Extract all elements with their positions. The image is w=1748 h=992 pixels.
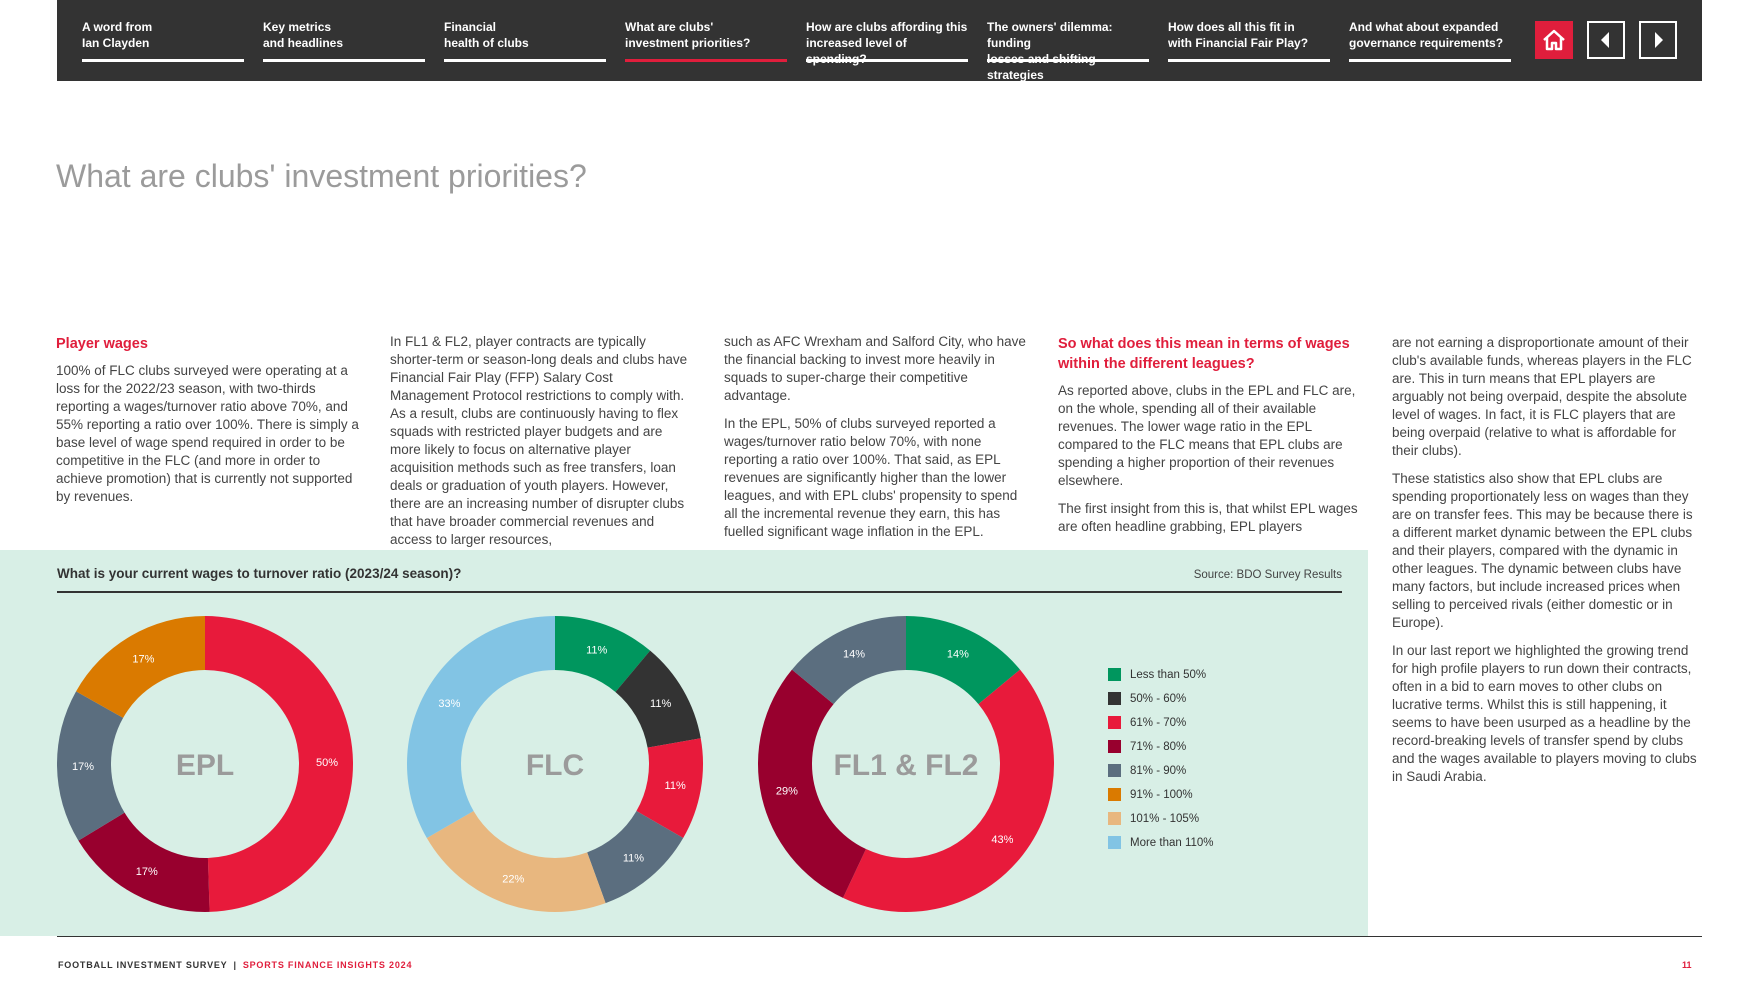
section-heading-wages-meaning: So what does this mean in terms of wages within the different leagues? [1058, 336, 1350, 372]
nav-tab-label: What are clubs' investment priorities? [625, 20, 751, 50]
next-page-button[interactable] [1639, 21, 1677, 59]
data-label: 11% [622, 852, 645, 865]
legend-label: 61% - 70% [1130, 717, 1187, 729]
chevron-right-icon [1641, 23, 1675, 57]
paragraph: These statistics also show that EPL clubs are spending proportionately less on wages than they are on transfer fees. This may be because there is a different market dynamic between the EPL clubs and their players, compared with the dynamic in other leagues. The dynamic between clubs have many factors, but include increased prices when selling to perceived rivals (either domestic or in Europe). [1392, 471, 1693, 630]
donut-title: FLC [525, 749, 585, 782]
legend-swatch [1108, 788, 1121, 801]
nav-tab-label: Financial health of clubs [444, 20, 529, 50]
data-label: 17% [71, 760, 95, 773]
nav-tab-key-metrics[interactable] [263, 19, 425, 62]
legend-label: 71% - 80% [1130, 741, 1187, 753]
data-label: 17% [135, 866, 158, 879]
nav-tab-label: How does all this fit in with Financial Fair Play? [1168, 20, 1309, 50]
nav-tab-label: And what about expanded governance requirements? [1349, 20, 1504, 50]
data-label: 14% [946, 648, 969, 661]
data-label: 29% [775, 785, 798, 798]
data-label: 14% [843, 648, 866, 661]
legend-swatch [1108, 740, 1121, 753]
text-column-5 [1392, 334, 1697, 796]
footer-divider [57, 936, 1702, 937]
legend-label: 50% - 60% [1130, 693, 1187, 705]
text-column-1 [56, 334, 361, 516]
section-heading-player-wages: Player wages [56, 336, 148, 352]
legend-label: More than 110% [1130, 837, 1214, 849]
legend-swatch [1108, 692, 1121, 705]
legend-swatch [1108, 812, 1121, 825]
chevron-left-icon [1589, 23, 1623, 57]
paragraph: As reported above, clubs in the EPL and FLC are, on the whole, spending all of their available revenues. The lower wage ratio in the EPL compared to the FLC means that EPL clubs are spending a higher proportion of their revenues elsewhere. [1058, 383, 1356, 488]
home-icon [1535, 21, 1573, 59]
paragraph: The first insight from this is, that whilst EPL wages are often headline grabbing, EPL players [1058, 501, 1358, 534]
nav-tab-owners-dilemma[interactable] [987, 19, 1149, 82]
donut-segment [427, 811, 606, 912]
data-label: 43% [991, 833, 1014, 846]
paragraph: 100% of FLC clubs surveyed were operating at a loss for the 2022/23 season, with two-thirds reporting a wages/turnover ratio above 70%, and 55% reporting a ratio over 100%. There is simply a base level of wage spend required in order to be competitive in the FLC (and more in order to achieve promotion) that is currently not supported by revenues. [56, 363, 359, 504]
nav-tab-word-from-ian-clayden[interactable] [82, 19, 244, 62]
paragraph: In FL1 & FL2, player contracts are typically shorter-term or season-long deals and clubs have Financial Fair Play (FFP) Salary Cost Management Protocol restrictions to comply with. As a result, clubs are continuously having to flex squads with restricted player budgets and are more likely to focus on alternative player acquisition methods such as free transfers, loan deals or graduation of youth players. However, there are an increasing number of disrupter clubs that have broader commercial revenues and access to larger resources, [390, 334, 688, 547]
chart-title: What is your current wages to turnover ratio (2023/24 season)? [57, 566, 462, 581]
top-navigation [57, 0, 1702, 81]
data-label: 50% [315, 757, 339, 770]
footer-report-name: SPORTS FINANCE INSIGHTS 2024 [242, 960, 413, 970]
nav-tab-label: The owners' dilemma: funding losses and shifting strategies [987, 20, 1113, 82]
data-label: 33% [438, 698, 461, 710]
nav-tab-governance[interactable] [1349, 19, 1511, 62]
text-column-2 [390, 333, 695, 559]
legend-label: Less than 50% [1130, 669, 1207, 681]
nav-tab-label: Key metrics and headlines [263, 20, 344, 50]
previous-page-button[interactable] [1587, 21, 1625, 59]
nav-tab-label: A word from Ian Clayden [82, 20, 153, 50]
footer [58, 960, 412, 970]
paragraph: such as AFC Wrexham and Salford City, who have the financial backing to invest more heavily in squads to super-charge their competitive advantage. [724, 334, 1026, 403]
page-title: What are clubs' investment priorities? [56, 158, 587, 194]
text-column-4 [1058, 334, 1363, 546]
data-label: 17% [132, 653, 155, 666]
paragraph: are not earning a disproportionate amount of their club's available funds, whereas players in the FLC are. This in turn means that EPL players are arguably not being overpaid, despite the absolute level of wages. In fact, it is FLC players that are being overpaid (relative to what is affordable for their clubs). [1392, 335, 1692, 458]
paragraph: In the EPL, 50% of clubs surveyed reported a wages/turnover ratio below 70%, with none reporting a ratio over 100%. That said, as EPL revenues are significantly higher than the lower leagues, and with EPL clubs' propensity to spend all the incremental revenue they earn, this has fuelled significant wage inflation in the EPL. [724, 416, 1018, 539]
paragraph: In our last report we highlighted the growing trend for high profile players to run down their contracts, often in a bid to earn moves to other clubs on lucrative terms. Whilst this is still happening, it seems to have been usurped as a headline by the record-breaking levels of transfer spend by clubs and the wages available to players moving to clubs in Saudi Arabia. [1392, 643, 1697, 784]
chart-divider [57, 591, 1342, 593]
footer-publication: FOOTBALL INVESTMENT SURVEY [58, 960, 228, 970]
text-column-3 [724, 333, 1029, 551]
nav-tab-label: How are clubs affording this increased level of spending? [806, 20, 968, 66]
data-label: 11% [664, 780, 686, 793]
legend-swatch [1108, 836, 1121, 849]
chart-source: Source: BDO Survey Results [1193, 569, 1342, 581]
legend-label: 81% - 90% [1130, 765, 1187, 777]
legend-swatch [1108, 764, 1121, 777]
donut-segment [758, 670, 866, 898]
data-label: 22% [502, 873, 525, 886]
page-number: 11 [1682, 960, 1692, 970]
donut-charts [0, 600, 1100, 930]
legend-label: 91% - 100% [1130, 789, 1193, 801]
data-label: 11% [586, 644, 608, 657]
donut-segment [407, 616, 555, 838]
legend-swatch [1108, 668, 1121, 681]
legend-label: 101% - 105% [1130, 813, 1200, 825]
donut-title: FL1 & FL2 [833, 749, 979, 782]
donut-title: EPL [175, 749, 235, 782]
legend-swatch [1108, 716, 1121, 729]
nav-tab-financial-health[interactable] [444, 19, 606, 62]
nav-tab-affording-spending[interactable] [806, 19, 968, 66]
nav-tab-financial-fair-play[interactable] [1168, 19, 1330, 62]
footer-separator: | [233, 960, 237, 970]
nav-tab-investment-priorities[interactable] [625, 19, 787, 62]
home-button[interactable] [1535, 21, 1573, 59]
data-label: 11% [650, 698, 672, 710]
donut-segment [843, 670, 1054, 912]
